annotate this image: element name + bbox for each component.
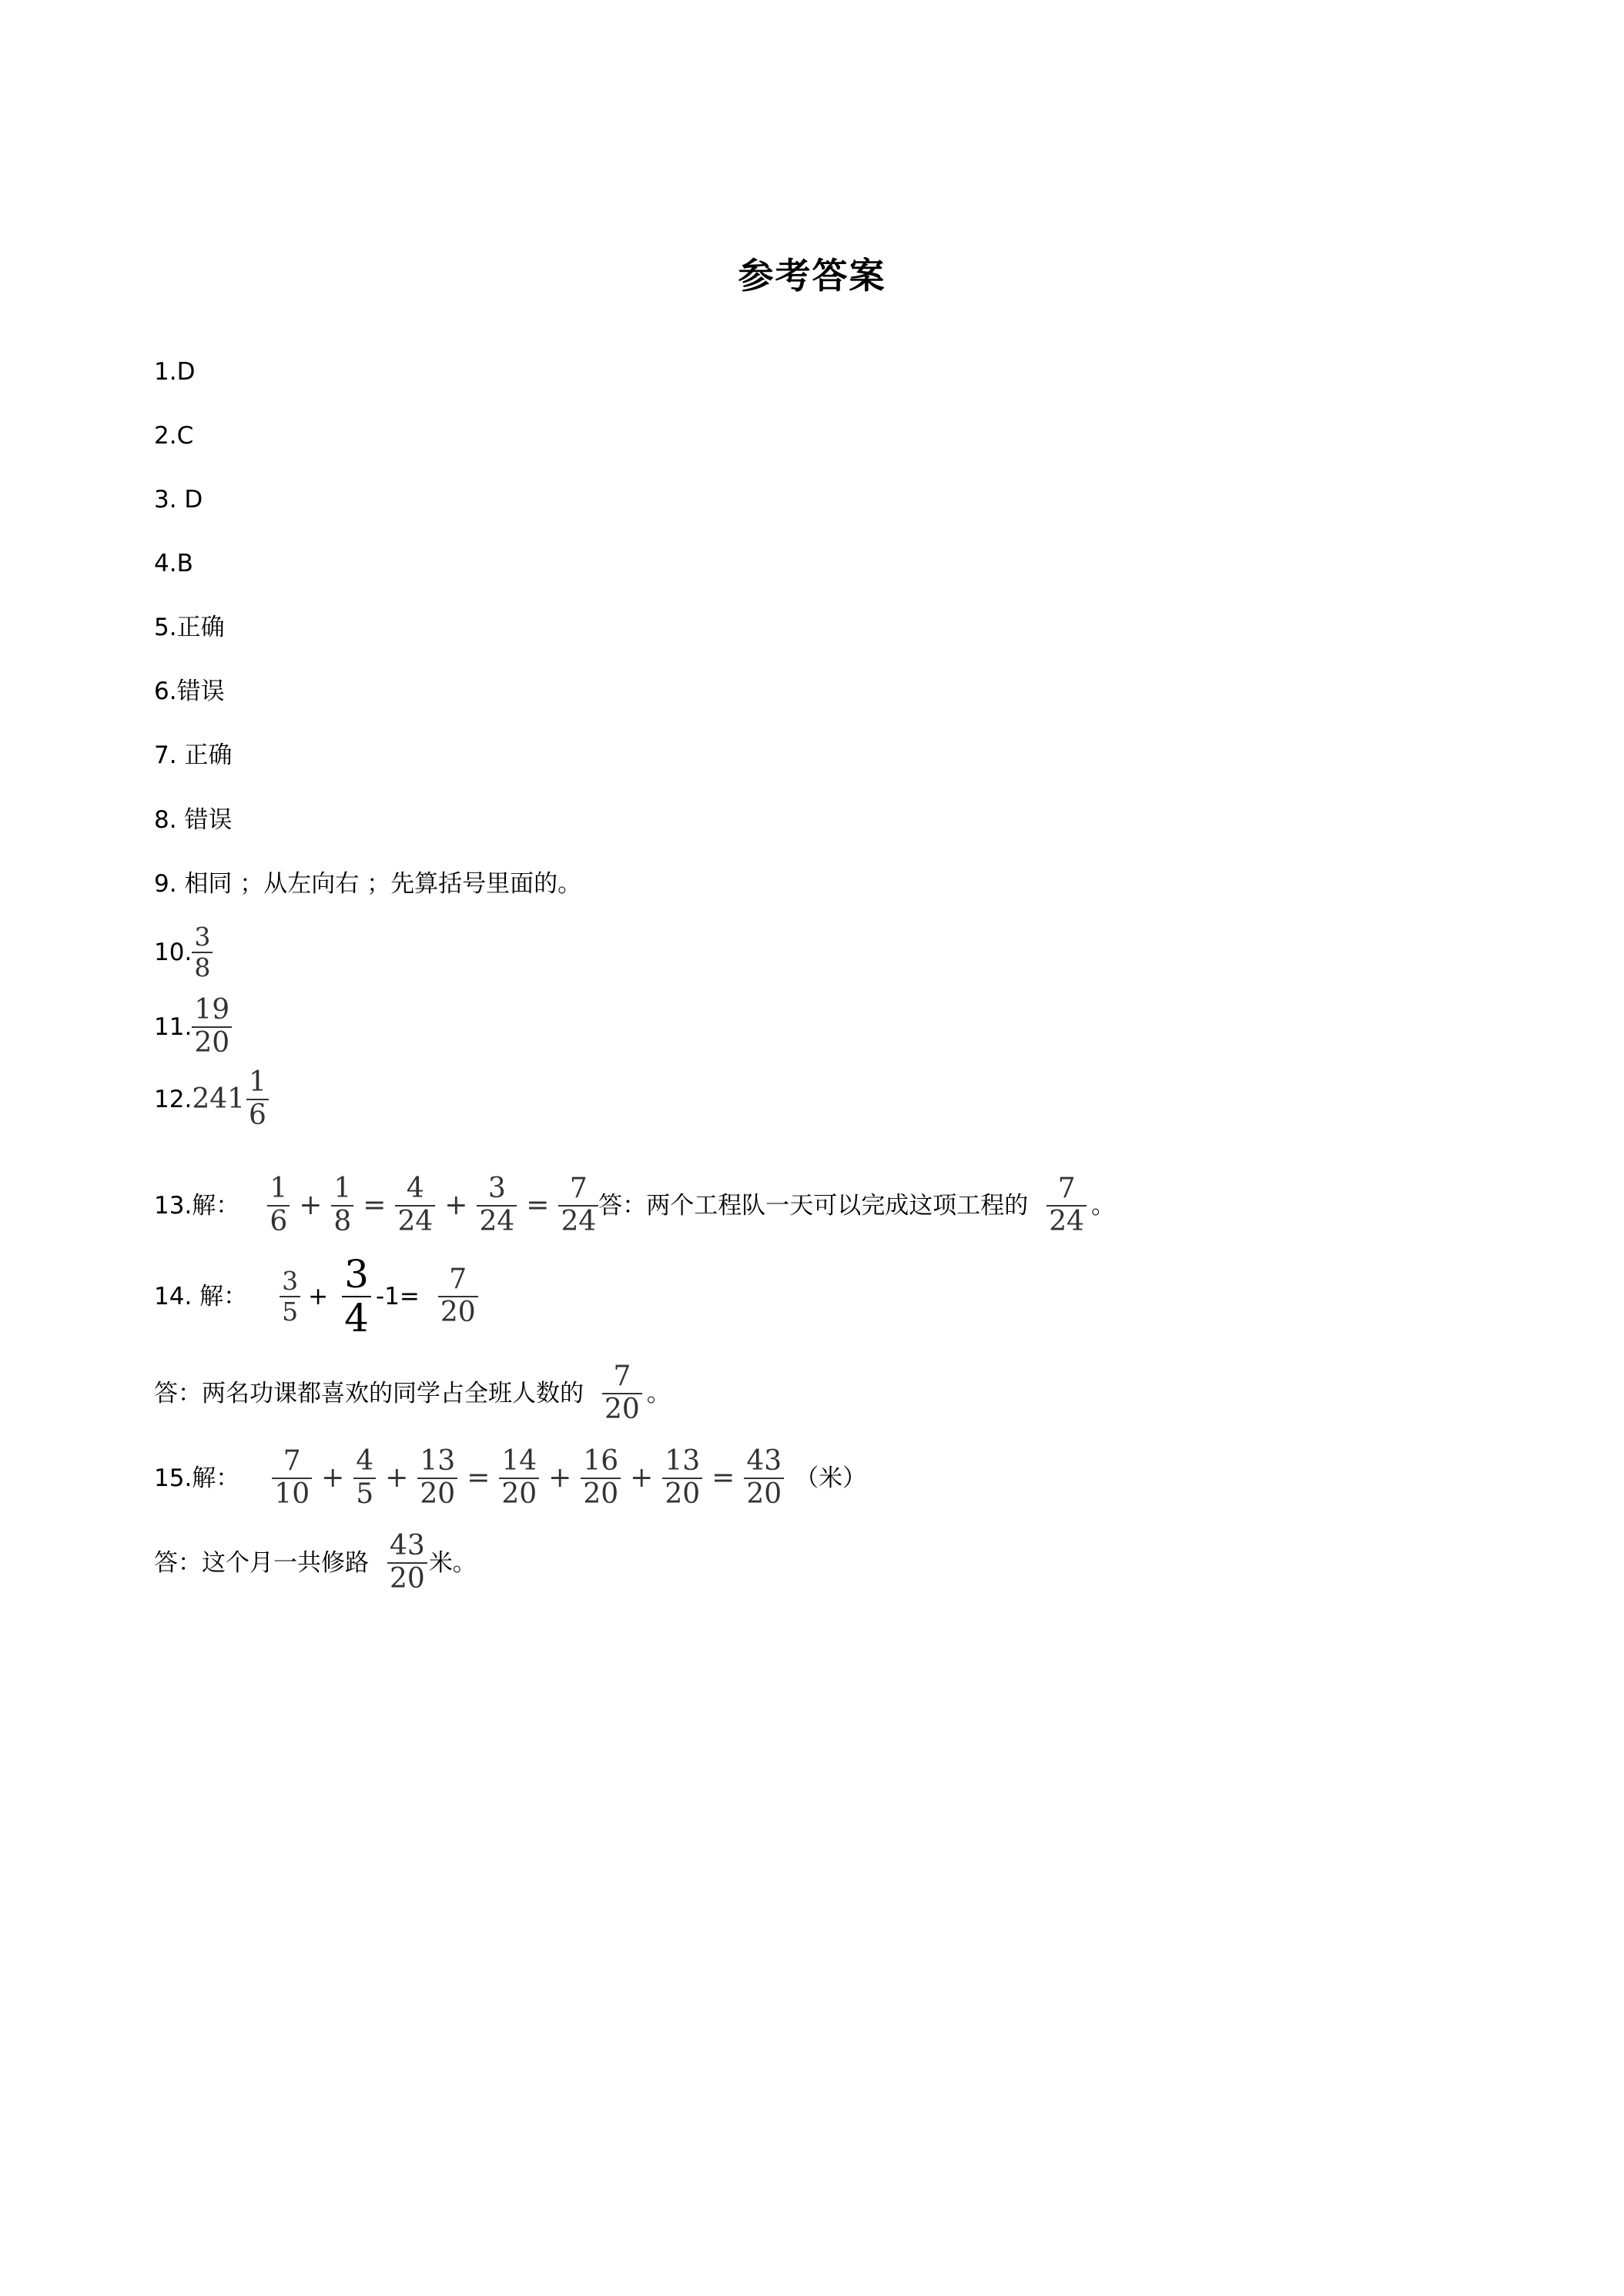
- plus-sign: +: [385, 1461, 409, 1494]
- fraction-denominator: 24: [479, 1206, 515, 1237]
- answer-5: 5.正确: [154, 614, 225, 641]
- equals-sign: =: [467, 1461, 491, 1494]
- answer-11: [154, 996, 236, 1057]
- fraction-denominator: 20: [583, 1478, 619, 1510]
- fraction-denominator: 5: [356, 1478, 374, 1510]
- fraction: [342, 1252, 371, 1340]
- answer-10-fraction: [192, 924, 213, 980]
- answer-10: [154, 924, 217, 980]
- answer-14-statement-line: [154, 1363, 671, 1424]
- fraction-numerator: 1: [270, 1173, 288, 1204]
- plus-sign: +: [299, 1189, 323, 1221]
- fraction: [280, 1266, 300, 1327]
- answer-15-statement: 答：这个月一共修路: [154, 1548, 369, 1577]
- fraction-denominator: 20: [501, 1478, 537, 1510]
- unit-meters: （米）: [795, 1464, 867, 1492]
- fraction-numerator: 3: [487, 1173, 506, 1204]
- answer-11-label: 11.: [154, 1012, 193, 1041]
- equals-sign: =: [363, 1189, 387, 1221]
- answer-7: 7. 正确: [154, 741, 233, 769]
- fraction-numerator: 7: [449, 1263, 467, 1295]
- plus-sign: +: [548, 1461, 572, 1494]
- answer-14-label: 14. 解：: [154, 1282, 248, 1310]
- fraction: [438, 1263, 478, 1328]
- answer-9: 9. 相同 ；从左向右 ；先算括号里面的。: [154, 870, 582, 898]
- fraction-denominator: 20: [665, 1478, 701, 1510]
- fraction-denominator: 6: [270, 1206, 288, 1237]
- fraction-numerator: 16: [583, 1445, 619, 1477]
- answer-14-statement: 答：两名功课都喜欢的同学占全班人数的: [154, 1379, 584, 1407]
- fraction-numerator: 4: [356, 1445, 374, 1477]
- fraction-denominator: 8: [194, 952, 211, 982]
- answer-12: [154, 1066, 273, 1131]
- answer-1: 1.D: [154, 358, 196, 386]
- fraction-numerator: 1: [249, 1066, 266, 1098]
- fraction: [744, 1445, 784, 1510]
- fraction: [395, 1175, 435, 1236]
- fraction-numerator: 14: [501, 1445, 537, 1477]
- fraction-denominator: 10: [274, 1478, 310, 1510]
- fraction-denominator: 5: [282, 1297, 299, 1327]
- plus-sign: +: [308, 1282, 329, 1310]
- answer-3: 3. D: [154, 486, 203, 514]
- fraction-numerator: 19: [194, 994, 230, 1026]
- fraction: [417, 1445, 457, 1510]
- page-title: 参考答案: [738, 255, 886, 296]
- answer-12-label: 12.: [154, 1085, 193, 1113]
- fraction-denominator: 6: [249, 1099, 266, 1131]
- fraction-numerator: 7: [283, 1445, 301, 1477]
- fraction-denominator: 8: [333, 1206, 352, 1237]
- fraction-denominator: 20: [604, 1394, 640, 1425]
- answer-15-statement-line: [154, 1532, 477, 1593]
- minus-one-equals: -1=: [375, 1282, 420, 1310]
- fraction: [662, 1445, 702, 1510]
- fraction-denominator: 24: [561, 1206, 597, 1237]
- fraction: [477, 1175, 517, 1236]
- plus-sign: +: [630, 1461, 654, 1494]
- fraction: [331, 1175, 353, 1236]
- plus-sign: +: [321, 1461, 345, 1494]
- fraction-numerator: 13: [665, 1445, 701, 1477]
- fraction-denominator: 20: [440, 1297, 476, 1328]
- equals-sign: =: [712, 1461, 735, 1494]
- fraction-denominator: 24: [397, 1206, 434, 1237]
- fraction-numerator: 13: [420, 1445, 456, 1477]
- fraction-denominator: 20: [194, 1027, 230, 1059]
- fraction-numerator: 43: [390, 1530, 425, 1561]
- answer-15-result-fraction: [387, 1532, 427, 1593]
- fraction: [267, 1175, 290, 1236]
- answer-10-label: 10.: [154, 938, 193, 966]
- fraction: [499, 1445, 539, 1510]
- fraction-denominator: 20: [746, 1478, 782, 1510]
- answer-13-label: 13.解：: [154, 1191, 240, 1220]
- fraction-numerator: 1: [333, 1173, 352, 1204]
- answer-2: 2.C: [154, 422, 194, 450]
- plus-sign: +: [444, 1189, 468, 1221]
- answer-14: [154, 1252, 483, 1340]
- fraction: [581, 1445, 621, 1510]
- fraction: [353, 1445, 376, 1510]
- answer-12-fraction: [246, 1066, 269, 1131]
- fraction-denominator: 20: [390, 1563, 425, 1595]
- fraction: [272, 1445, 312, 1510]
- answer-8: 8. 错误: [154, 806, 233, 834]
- answer-13-result-fraction: [1046, 1175, 1087, 1236]
- fraction-numerator: 7: [569, 1173, 588, 1204]
- answer-15-label: 15.解：: [154, 1464, 240, 1492]
- period: 。: [1091, 1191, 1116, 1220]
- fraction-numerator: 43: [746, 1445, 782, 1477]
- fraction: [558, 1175, 598, 1236]
- fraction-numerator: 3: [194, 922, 211, 952]
- fraction-numerator: 3: [282, 1266, 299, 1296]
- answer-6: 6.错误: [154, 678, 225, 705]
- period: 。: [646, 1379, 671, 1407]
- answer-4: 4.B: [154, 550, 193, 577]
- fraction-denominator: 20: [420, 1478, 456, 1510]
- mixed-number-whole: 241: [192, 1083, 246, 1115]
- fraction-numerator: 7: [1057, 1173, 1076, 1204]
- equals-sign: =: [526, 1189, 550, 1221]
- fraction-denominator: 24: [1049, 1206, 1085, 1237]
- answer-13: [154, 1175, 1115, 1236]
- answer-14-result-fraction: [602, 1363, 642, 1424]
- answer-11-fraction: [192, 996, 232, 1057]
- answer-13-statement: 答：两个工程队一天可以完成这项工程的: [598, 1191, 1029, 1220]
- answer-15-suffix: 米。: [428, 1548, 477, 1577]
- fraction-numerator: 4: [406, 1173, 424, 1204]
- fraction-numerator: 7: [613, 1361, 631, 1392]
- answer-15: [154, 1445, 867, 1510]
- fraction-denominator: 4: [344, 1296, 369, 1340]
- fraction-numerator: 3: [344, 1252, 369, 1297]
